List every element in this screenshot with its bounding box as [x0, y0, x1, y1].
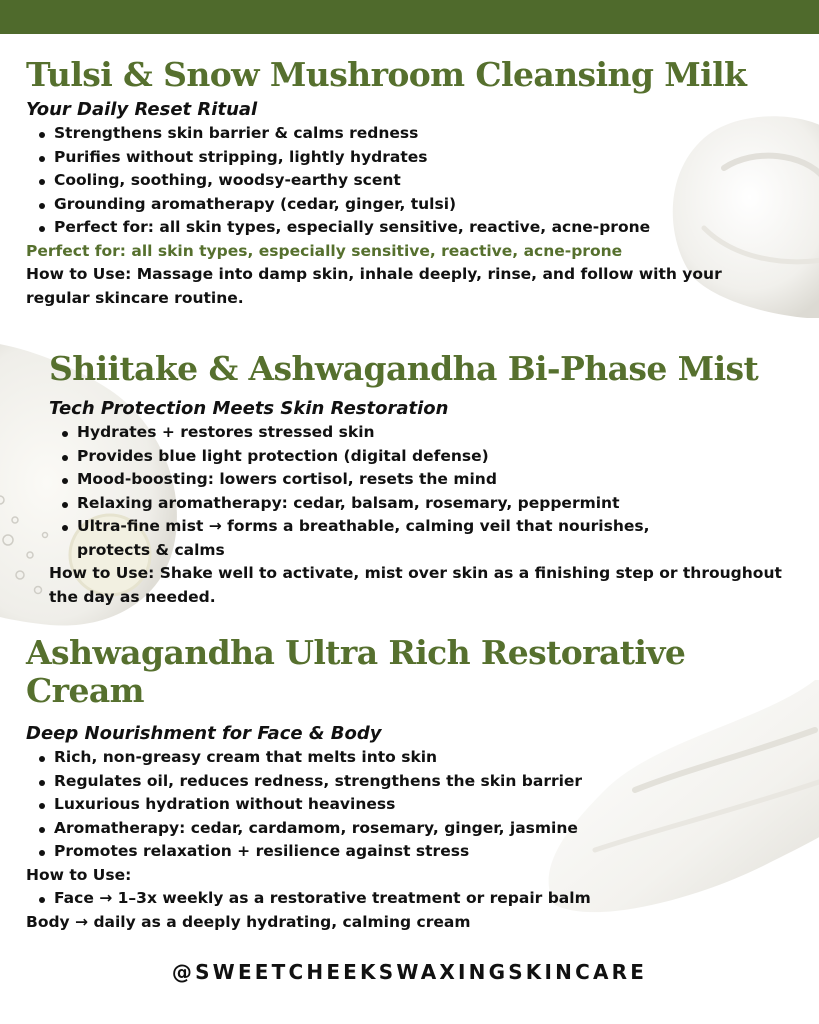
body-usage-text: Body → daily as a deeply hydrating, calming cream: [26, 912, 471, 931]
list-item: Strengthens skin barrier & calms redness: [26, 122, 819, 146]
list-item: Grounding aromatherapy (cedar, ginger, tulsi): [26, 193, 819, 217]
list-item: Promotes relaxation + resilience against stress: [26, 840, 819, 864]
list-item: Mood-boosting: lowers cortisol, resets the mind: [49, 468, 819, 492]
how-to-use-label: How to Use:: [26, 865, 132, 884]
product-section-restorative-cream: [0, 634, 819, 934]
list-item: Aromatherapy: cedar, cardamom, rosemary, ginger, jasmine: [26, 817, 819, 841]
list-item: Purifies without stripping, lightly hydrates: [26, 146, 819, 170]
product-section-cleansing-milk: [0, 56, 819, 310]
list-item: Perfect for: all skin types, especially sensitive, reactive, acne-prone: [26, 216, 819, 240]
product-title: Ashwagandha Ultra Rich Restorative Cream: [26, 633, 686, 710]
how-to-use-text: How to Use: Massage into damp skin, inhale deeply, rinse, and follow with your regular skincare routine.: [26, 265, 722, 307]
list-item: Luxurious hydration without heaviness: [26, 793, 819, 817]
list-item: Relaxing aromatherapy: cedar, balsam, rosemary, peppermint: [49, 492, 819, 516]
social-handle: @SWEETCHEEKSWAXINGSKINCARE: [171, 960, 648, 984]
product-subtitle: Deep Nourishment for Face & Body: [26, 723, 382, 744]
list-item: Provides blue light protection (digital defense): [49, 445, 819, 469]
list-item: Ultra-fine mist → forms a breathable, calming veil that nourishes, protects & calms: [49, 515, 727, 562]
top-bar: [0, 0, 819, 34]
skin-type-highlight: Perfect for: all skin types, especially sensitive, reactive, acne-prone: [26, 241, 623, 260]
benefit-list: [49, 421, 819, 562]
product-title: Shiitake & Ashwagandha Bi-Phase Mist: [49, 349, 759, 388]
list-item: Cooling, soothing, woodsy-earthy scent: [26, 169, 819, 193]
list-item: Regulates oil, reduces redness, strengthens the skin barrier: [26, 770, 819, 794]
product-subtitle: Your Daily Reset Ritual: [26, 99, 258, 120]
product-section-bi-phase-mist: [0, 350, 819, 609]
list-item: Rich, non-greasy cream that melts into skin: [26, 746, 819, 770]
how-to-use-list: [26, 887, 819, 911]
product-title: Tulsi & Snow Mushroom Cleansing Milk: [26, 55, 747, 94]
product-subtitle: Tech Protection Meets Skin Restoration: [49, 398, 449, 419]
benefit-list: [26, 122, 819, 240]
list-item: Face → 1–3x weekly as a restorative treatment or repair balm: [26, 887, 819, 911]
how-to-use-text: How to Use: Shake well to activate, mist over skin as a finishing step or throughout the day as needed.: [49, 564, 782, 606]
list-item: Hydrates + restores stressed skin: [49, 421, 819, 445]
benefit-list: [26, 746, 819, 864]
